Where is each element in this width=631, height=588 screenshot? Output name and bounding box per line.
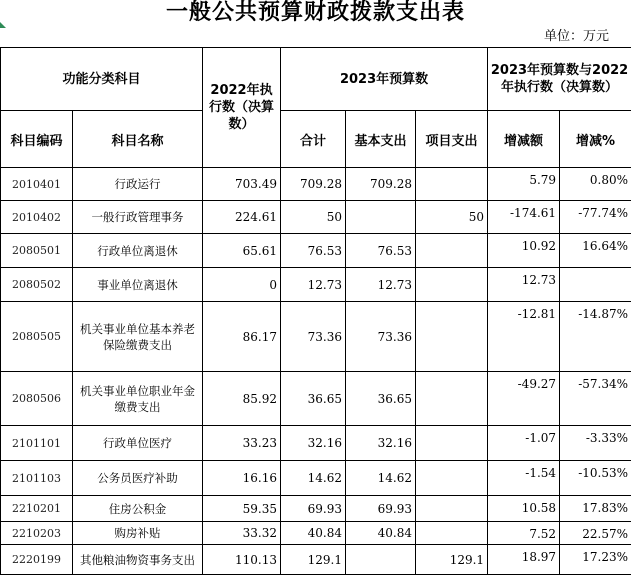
row-total: 129.1 (281, 545, 346, 575)
row-name: 其他粮油物资事务支出 (73, 545, 203, 575)
row-change-pct: 16.64% (560, 234, 631, 268)
row-code: 2080501 (1, 234, 73, 268)
row-code: 2101101 (1, 426, 73, 461)
row-project (416, 302, 488, 372)
row-change: 7.52 (488, 522, 560, 545)
row-basic: 73.36 (346, 302, 416, 372)
row-change: 10.92 (488, 234, 560, 268)
header-change-pct: 增减% (560, 111, 631, 168)
header-change: 增减额 (488, 111, 560, 168)
row-exec2022: 16.16 (203, 461, 281, 496)
row-change: 18.97 (488, 545, 560, 575)
row-code: 2080505 (1, 302, 73, 372)
header-budget2023: 2023年预算数 (281, 48, 488, 111)
header-project: 项目支出 (416, 111, 488, 168)
row-name: 机关事业单位基本养老保险缴费支出 (73, 302, 203, 372)
row-project (416, 168, 488, 201)
row-change-pct: -10.53% (560, 461, 631, 496)
row-change-pct: 22.57% (560, 522, 631, 545)
page-title: 一般公共预算财政拨款支出表 (165, 0, 465, 25)
row-exec2022: 0 (203, 268, 281, 302)
row-change-pct: -77.74% (560, 201, 631, 234)
row-basic: 32.16 (346, 426, 416, 461)
row-basic: 76.53 (346, 234, 416, 268)
row-change-pct: 17.23% (560, 545, 631, 575)
row-total: 12.73 (281, 268, 346, 302)
row-change: -174.61 (488, 201, 560, 234)
table-row (1, 168, 631, 201)
row-basic: 40.84 (346, 522, 416, 545)
unit-label: 单位：万元 (543, 29, 609, 44)
row-exec2022: 33.23 (203, 426, 281, 461)
row-exec2022: 85.92 (203, 372, 281, 426)
row-basic (346, 201, 416, 234)
row-code: 2220199 (1, 545, 73, 575)
corner-marker (0, 22, 6, 28)
row-project (416, 372, 488, 426)
row-change: 12.73 (488, 268, 560, 302)
row-total: 36.65 (281, 372, 346, 426)
table-row (1, 302, 631, 372)
row-total: 73.36 (281, 302, 346, 372)
row-project (416, 496, 488, 522)
row-name: 机关事业单位职业年金缴费支出 (73, 372, 203, 426)
row-exec2022: 65.61 (203, 234, 281, 268)
row-basic: 14.62 (346, 461, 416, 496)
header-name: 科目名称 (73, 111, 203, 168)
row-project (416, 461, 488, 496)
row-exec2022: 59.35 (203, 496, 281, 522)
row-change: -1.07 (488, 426, 560, 461)
row-change-pct: -14.87% (560, 302, 631, 372)
header-total: 合计 (281, 111, 346, 168)
header-exec2022: 2022年执行数（决算数） (203, 48, 281, 168)
row-total: 76.53 (281, 234, 346, 268)
row-change: 10.58 (488, 496, 560, 522)
row-total: 32.16 (281, 426, 346, 461)
row-project (416, 268, 488, 302)
row-code: 2080506 (1, 372, 73, 426)
row-exec2022: 86.17 (203, 302, 281, 372)
table-row (1, 201, 631, 234)
row-change-pct (560, 268, 631, 302)
row-basic: 12.73 (346, 268, 416, 302)
row-exec2022: 33.32 (203, 522, 281, 545)
expenditure-table (0, 47, 631, 575)
row-code: 2010401 (1, 168, 73, 201)
row-change: -1.54 (488, 461, 560, 496)
row-change-pct: 17.83% (560, 496, 631, 522)
row-total: 14.62 (281, 461, 346, 496)
row-code: 2210201 (1, 496, 73, 522)
row-code: 2080502 (1, 268, 73, 302)
table-row (1, 372, 631, 426)
row-total: 50 (281, 201, 346, 234)
row-code: 2010402 (1, 201, 73, 234)
table-row (1, 426, 631, 461)
row-basic (346, 545, 416, 575)
row-basic: 69.93 (346, 496, 416, 522)
row-exec2022: 703.49 (203, 168, 281, 201)
row-change-pct: -3.33% (560, 426, 631, 461)
header-code: 科目编码 (1, 111, 73, 168)
row-name: 公务员医疗补助 (73, 461, 203, 496)
row-project: 129.1 (416, 545, 488, 575)
header-compare: 2023年预算数与2022年执行数（决算数） (488, 48, 631, 111)
row-name: 一般行政管理事务 (73, 201, 203, 234)
row-name: 行政运行 (73, 168, 203, 201)
row-total: 69.93 (281, 496, 346, 522)
table-row (1, 545, 631, 575)
row-change: -12.81 (488, 302, 560, 372)
table-row (1, 522, 631, 545)
header-category: 功能分类科目 (1, 48, 203, 111)
row-project (416, 426, 488, 461)
row-change-pct: -57.34% (560, 372, 631, 426)
row-change: -49.27 (488, 372, 560, 426)
table-row (1, 234, 631, 268)
row-name: 住房公积金 (73, 496, 203, 522)
row-code: 2210203 (1, 522, 73, 545)
header-basic: 基本支出 (346, 111, 416, 168)
row-name: 行政单位离退休 (73, 234, 203, 268)
table-row (1, 461, 631, 496)
row-basic: 709.28 (346, 168, 416, 201)
row-name: 事业单位离退休 (73, 268, 203, 302)
row-exec2022: 110.13 (203, 545, 281, 575)
row-name: 行政单位医疗 (73, 426, 203, 461)
row-total: 709.28 (281, 168, 346, 201)
table-row (1, 496, 631, 522)
row-code: 2101103 (1, 461, 73, 496)
row-change-pct: 0.80% (560, 168, 631, 201)
row-basic: 36.65 (346, 372, 416, 426)
row-project (416, 522, 488, 545)
table-row (1, 268, 631, 302)
row-project: 50 (416, 201, 488, 234)
row-name: 购房补贴 (73, 522, 203, 545)
row-change: 5.79 (488, 168, 560, 201)
row-project (416, 234, 488, 268)
row-total: 40.84 (281, 522, 346, 545)
row-exec2022: 224.61 (203, 201, 281, 234)
